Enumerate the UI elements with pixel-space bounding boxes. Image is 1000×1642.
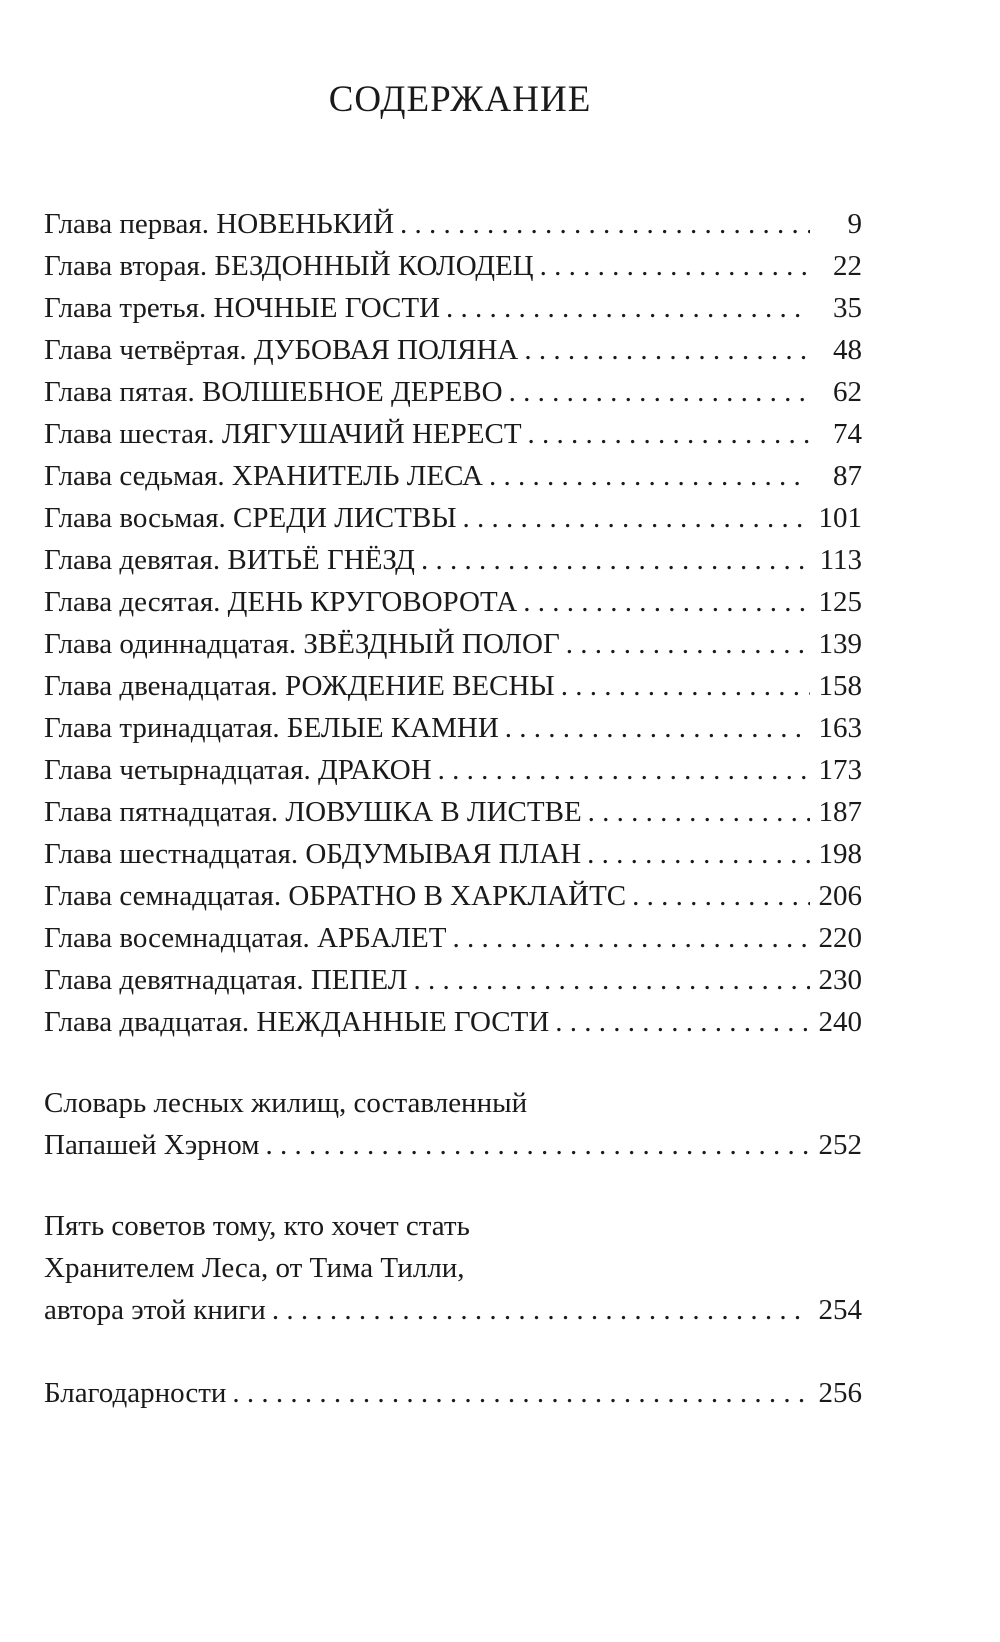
chapter-title: Глава двадцатая. НЕЖДАННЫЕ ГОСТИ — [44, 1006, 550, 1038]
chapter-title: Глава шестнадцатая. ОБДУМЫВАЯ ПЛАН — [44, 838, 582, 870]
page-number: 158 — [818, 670, 862, 702]
page-title: СОДЕРЖАНИЕ — [328, 79, 592, 120]
page-number: 101 — [818, 502, 862, 534]
page-number: 48 — [833, 334, 862, 366]
dot-leader — [438, 749, 810, 791]
dot-leader — [400, 203, 810, 245]
chapter-title: Глава восемнадцатая. АРБАЛЕТ — [44, 922, 447, 954]
page-number: 113 — [819, 544, 862, 576]
toc-chapter-row[interactable] — [44, 665, 862, 707]
advice-entry-line2: Хранителем Леса, от Тима Тилли, — [44, 1252, 465, 1284]
advice-entry[interactable] — [44, 1205, 862, 1331]
advice-entry-line1: Пять советов тому, кто хочет стать — [44, 1210, 470, 1242]
advice-entry-row — [44, 1289, 862, 1331]
toc-chapter-row[interactable] — [44, 581, 862, 623]
dot-leader — [632, 875, 810, 917]
dot-leader — [413, 959, 810, 1001]
page-number: 240 — [818, 1006, 862, 1038]
dot-leader — [523, 581, 810, 623]
chapter-title: Глава вторая. БЕЗДОННЫЙ КОЛОДЕЦ — [44, 250, 534, 282]
toc-chapter-row[interactable] — [44, 245, 862, 287]
page-number: 74 — [833, 418, 862, 450]
dot-leader — [588, 791, 810, 833]
toc-chapter-row[interactable] — [44, 917, 862, 959]
page-number: 62 — [833, 376, 862, 408]
chapter-title: Глава девятнадцатая. ПЕПЕЛ — [44, 964, 408, 996]
toc-chapter-row[interactable] — [44, 203, 862, 245]
dot-leader — [561, 665, 810, 707]
dictionary-entry[interactable] — [44, 1082, 862, 1166]
advice-entry-line3: автора этой книги — [44, 1294, 266, 1326]
chapter-title: Глава шестая. ЛЯГУШАЧИЙ НЕРЕСТ — [44, 418, 522, 450]
toc-chapter-row[interactable] — [44, 497, 862, 539]
toc-chapter-row[interactable] — [44, 707, 862, 749]
page-number: 125 — [818, 586, 862, 618]
page-number: 254 — [818, 1294, 862, 1326]
page-number: 35 — [833, 292, 862, 324]
chapter-title: Глава третья. НОЧНЫЕ ГОСТИ — [44, 292, 441, 324]
chapter-title: Глава седьмая. ХРАНИТЕЛЬ ЛЕСА — [44, 460, 483, 492]
chapter-title: Глава четвёртая. ДУБОВАЯ ПОЛЯНА — [44, 334, 519, 366]
chapter-title: Глава двенадцатая. РОЖДЕНИЕ ВЕСНЫ — [44, 670, 555, 702]
dictionary-entry-line1: Словарь лесных жилищ, составленный — [44, 1087, 528, 1119]
page-number: 173 — [818, 754, 862, 786]
chapter-title: Глава первая. НОВЕНЬКИЙ — [44, 208, 395, 240]
chapter-title: Глава семнадцатая. ОБРАТНО В ХАРКЛАЙТС — [44, 880, 627, 912]
dot-leader — [566, 623, 810, 665]
dot-leader — [540, 245, 810, 287]
page-number: 230 — [818, 964, 862, 996]
thanks-entry-row — [44, 1372, 862, 1414]
toc-chapter-row[interactable] — [44, 623, 862, 665]
dot-leader — [587, 833, 810, 875]
table-of-contents — [44, 203, 862, 1043]
dot-leader — [489, 455, 810, 497]
page-number: 198 — [818, 838, 862, 870]
chapter-title: Глава четырнадцатая. ДРАКОН — [44, 754, 432, 786]
toc-chapter-row[interactable] — [44, 455, 862, 497]
page-number: 187 — [818, 796, 862, 828]
toc-chapter-row[interactable] — [44, 287, 862, 329]
toc-chapter-row[interactable] — [44, 875, 862, 917]
dot-leader — [524, 329, 810, 371]
toc-chapter-row[interactable] — [44, 371, 862, 413]
chapter-title: Глава пятая. ВОЛШЕБНОЕ ДЕРЕВО — [44, 376, 503, 408]
chapter-title: Глава одиннадцатая. ЗВЁЗДНЫЙ ПОЛОГ — [44, 628, 560, 660]
dot-leader — [505, 707, 810, 749]
toc-chapter-row[interactable] — [44, 791, 862, 833]
page-number: 9 — [847, 208, 862, 240]
chapter-title: Глава тринадцатая. БЕЛЫЕ КАМНИ — [44, 712, 499, 744]
dot-leader — [509, 371, 810, 413]
page-number: 220 — [818, 922, 862, 954]
dot-leader — [232, 1372, 810, 1414]
dot-leader — [421, 539, 810, 581]
page-number: 252 — [818, 1129, 862, 1161]
toc-chapter-row[interactable] — [44, 833, 862, 875]
dot-leader — [528, 413, 810, 455]
dot-leader — [555, 1001, 810, 1043]
chapter-title: Глава девятая. ВИТЬЁ ГНЁЗД — [44, 544, 415, 576]
chapter-title: Глава пятнадцатая. ЛОВУШКА В ЛИСТВЕ — [44, 796, 582, 828]
dot-leader — [452, 917, 810, 959]
dot-leader — [272, 1289, 810, 1331]
dot-leader — [266, 1124, 810, 1166]
chapter-title: Глава десятая. ДЕНЬ КРУГОВОРОТА — [44, 586, 518, 618]
dictionary-entry-row — [44, 1124, 862, 1166]
chapter-title: Глава восьмая. СРЕДИ ЛИСТВЫ — [44, 502, 457, 534]
dictionary-entry-line2: Папашей Хэрном — [44, 1129, 260, 1161]
page-number: 256 — [818, 1377, 862, 1409]
toc-chapter-row[interactable] — [44, 959, 862, 1001]
dot-leader — [446, 287, 810, 329]
page-number: 22 — [833, 250, 862, 282]
toc-chapter-row[interactable] — [44, 749, 862, 791]
toc-chapter-row[interactable] — [44, 329, 862, 371]
toc-chapter-row[interactable] — [44, 413, 862, 455]
page-number: 87 — [833, 460, 862, 492]
toc-chapter-row[interactable] — [44, 539, 862, 581]
page-number: 163 — [818, 712, 862, 744]
thanks-entry[interactable] — [44, 1372, 862, 1414]
toc-chapter-row[interactable] — [44, 1001, 862, 1043]
thanks-entry-label: Благодарности — [44, 1377, 227, 1409]
page-number: 139 — [818, 628, 862, 660]
page-number: 206 — [818, 880, 862, 912]
dot-leader — [463, 497, 811, 539]
